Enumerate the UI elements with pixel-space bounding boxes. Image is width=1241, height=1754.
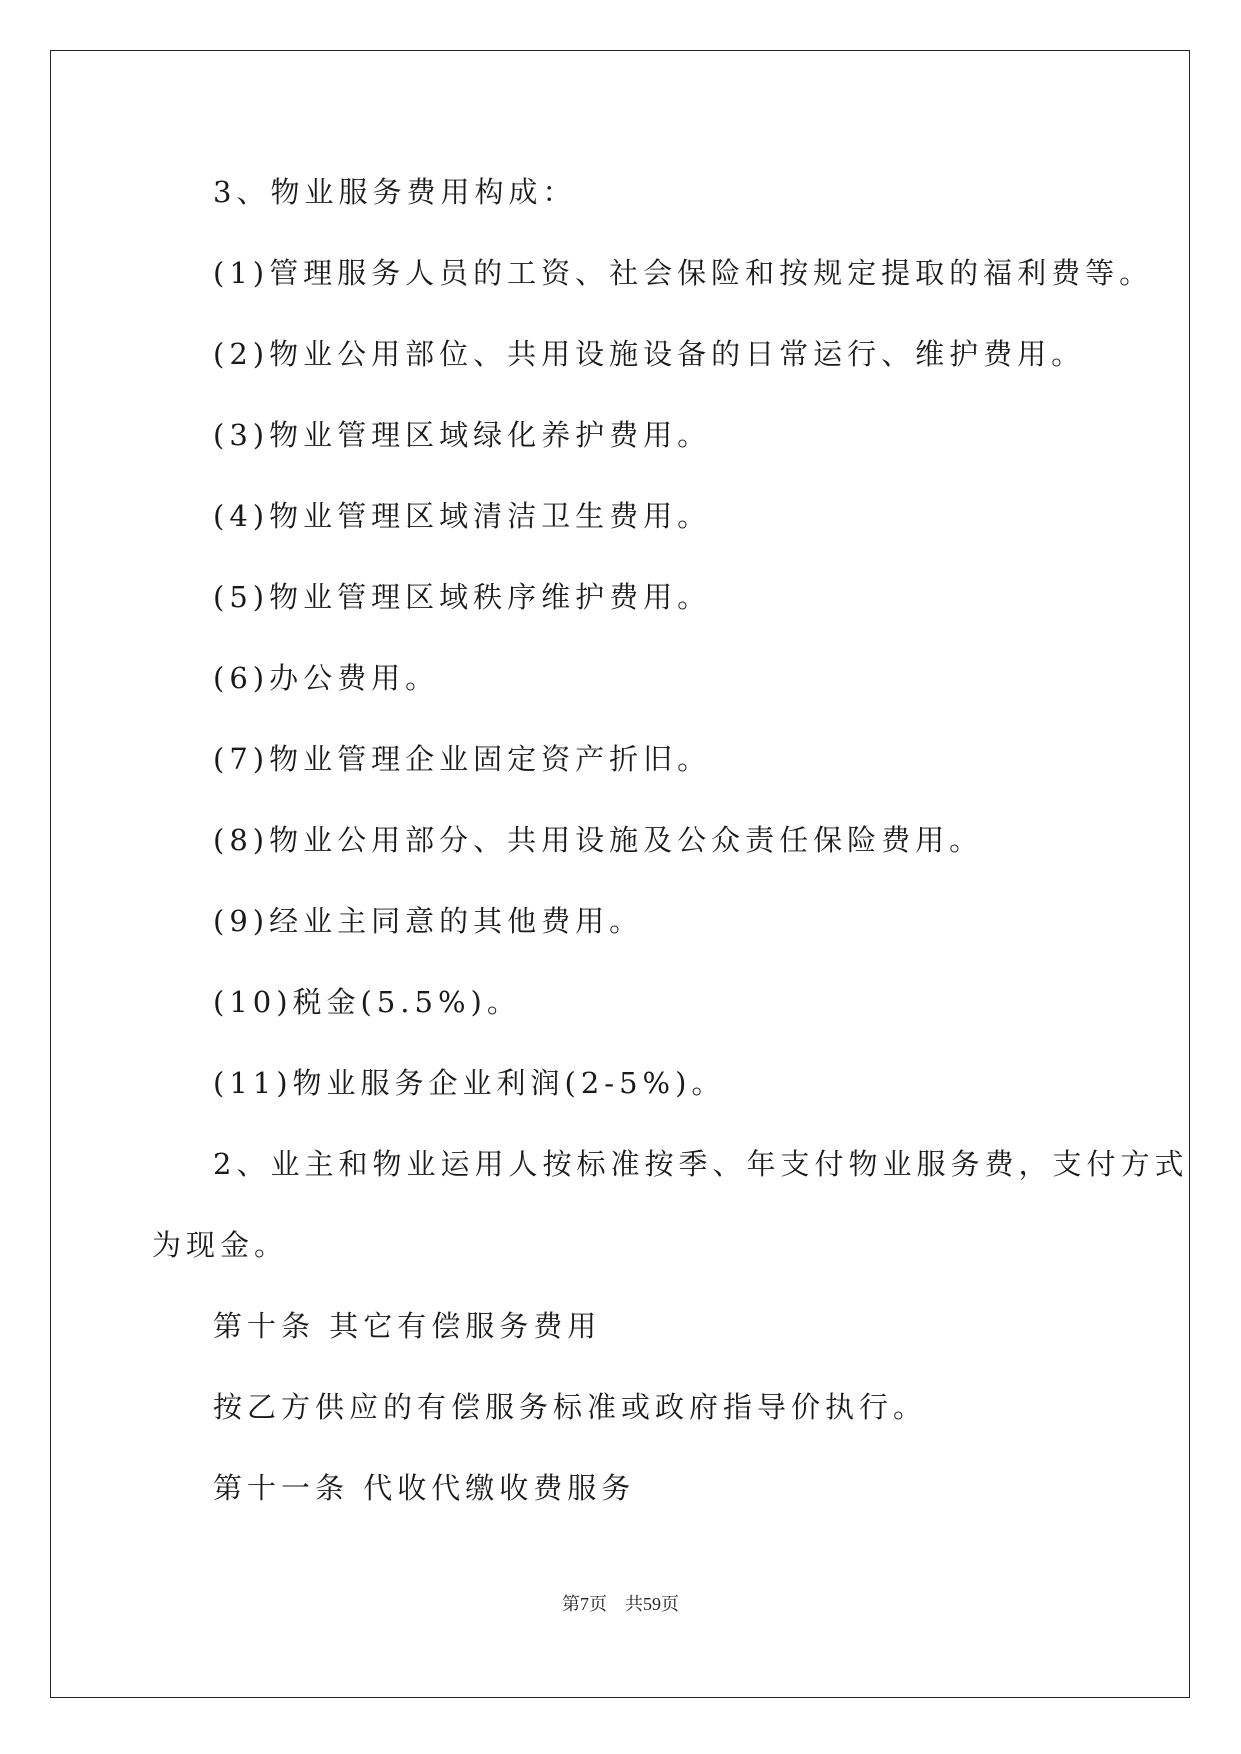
paragraph-payment-method: 2、业主和物业运用人按标准按季、年支付物业服务费，支付方式: [213, 1147, 1189, 1181]
article-10-body: 按乙方供应的有偿服务标准或政府指导价执行。: [213, 1390, 928, 1424]
paragraph-payment-method-continued: 为现金。: [152, 1228, 289, 1262]
paragraph-item-3: (3)物业管理区域绿化养护费用。: [213, 418, 712, 452]
paragraph-item-8: (8)物业公用部分、共用设施及公众责任保险费用。: [213, 823, 984, 857]
paragraph-item-7: (7)物业管理企业固定资产折旧。: [213, 742, 712, 776]
page-footer: [0, 1590, 1241, 1616]
article-10-heading: 第十条 其它有偿服务费用: [213, 1309, 602, 1343]
paragraph-item-1: (1)管理服务人员的工资、社会保险和按规定提取的福利费等。: [213, 256, 1154, 290]
page-border: [50, 50, 1190, 1698]
paragraph-fee-composition-heading: 3、物业服务费用构成：: [213, 175, 577, 209]
paragraph-item-9: (9)经业主同意的其他费用。: [213, 904, 644, 938]
paragraph-item-10: (10)税金(5.5%)。: [213, 985, 521, 1019]
paragraph-item-5: (5)物业管理区域秩序维护费用。: [213, 580, 712, 614]
paragraph-item-2: (2)物业公用部位、共用设施设备的日常运行、维护费用。: [213, 337, 1086, 371]
article-11-heading: 第十一条 代收代缴收费服务: [213, 1471, 636, 1505]
paragraph-item-4: (4)物业管理区域清洁卫生费用。: [213, 499, 712, 533]
paragraph-item-11: (11)物业服务企业利润(2-5%)。: [213, 1066, 726, 1100]
page-number: 第7页 共59页: [562, 1594, 679, 1614]
paragraph-item-6: (6)办公费用。: [213, 661, 440, 695]
